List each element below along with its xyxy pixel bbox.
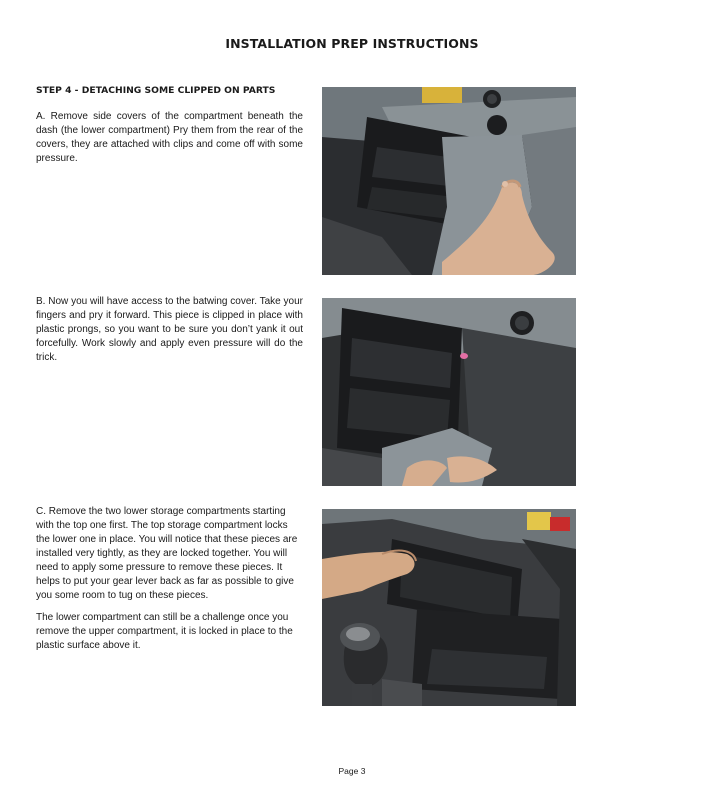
batwing-cover-photo [322,298,576,486]
step-a-text: A. Remove side covers of the compartment beneath the dash (the lower compartment) Pry them from the rear of the covers, they are attached with clips and come off with some pressure. [36,111,303,164]
step-b-text: B. Now you will have access to the batwing cover. Take your fingers and pry it forward. This piece is clipped in place with plastic prongs, so you want to be sure you don’t yank it out forcefully. Work slowly and apply even pressure will do the trick. [36,296,303,363]
page-title: INSTALLATION PREP INSTRUCTIONS [225,36,479,51]
page-number: Page 3 [338,766,366,776]
step-heading: STEP 4 - DETACHING SOME CLIPPED ON PARTS [36,85,276,96]
step-c-text: C. Remove the two lower storage compartments starting with the top one first. The top storage compartment locks the lower one in place. You will notice that these pieces are installed very tightly, as they are locked together. You will need to apply some pressure to remove these pieces. It helps to put your gear lever back as far as possible to give you some room to tug on these pieces. [36,506,298,601]
storage-compartment-photo [322,509,576,706]
step-c-note: The lower compartment can still be a challenge once you remove the upper compartment, it is locked in place to the plastic surface above it. [36,612,293,651]
side-cover-photo [322,87,576,275]
